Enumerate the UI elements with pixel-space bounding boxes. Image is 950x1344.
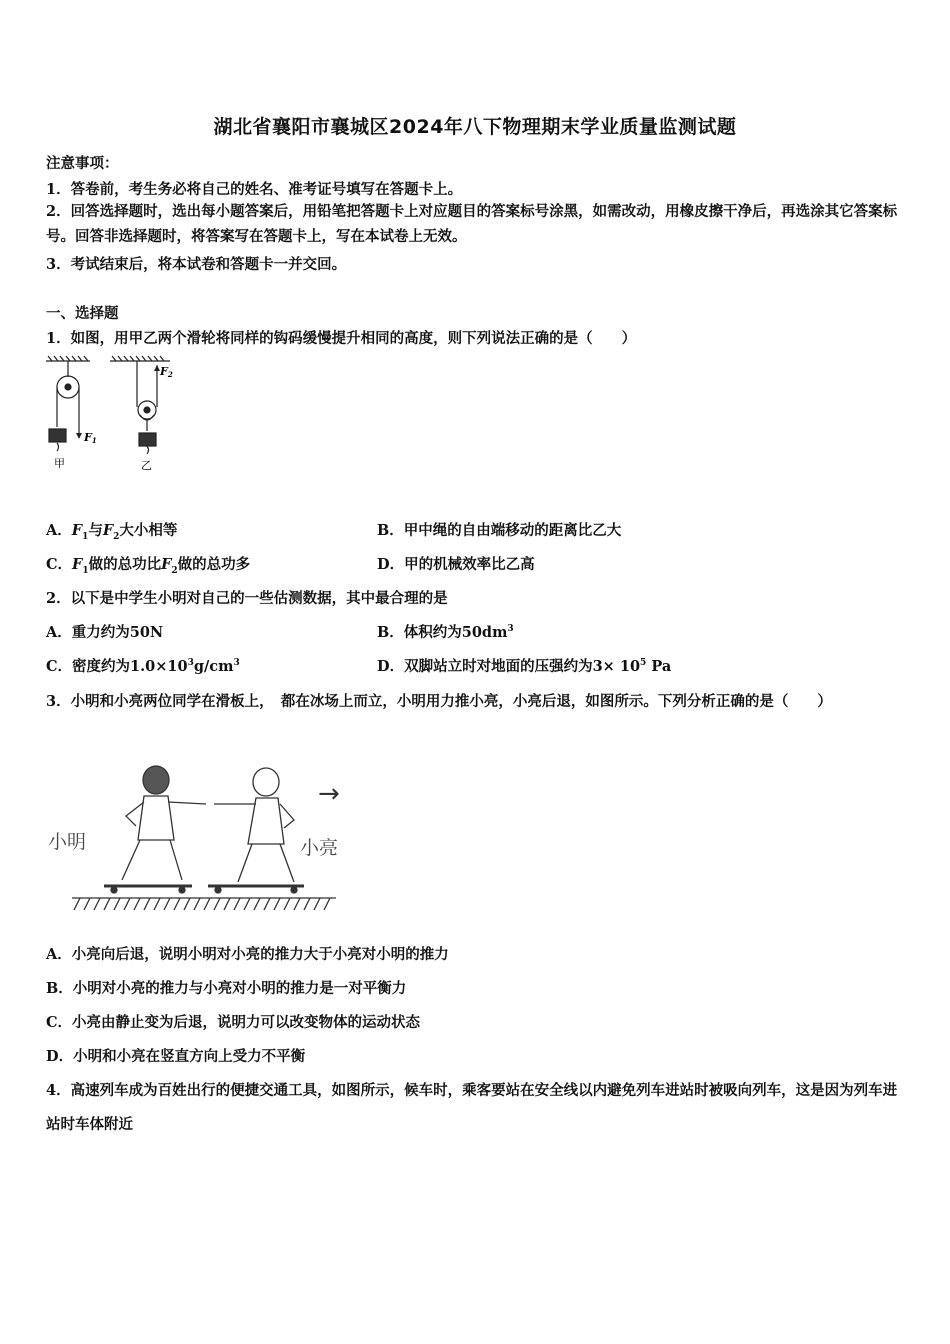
yi-label: 乙 (141, 459, 152, 472)
q2-option-c: C．密度约为$1.0\times 10^3g/cm^3$ (46, 658, 240, 675)
ground-drawing (72, 898, 336, 910)
xiaoliang-label: 小亮 (300, 837, 339, 859)
q2-option-d: D．双脚站立时对地面的压强约为$3\times 10^5$ Pa (377, 658, 672, 675)
pulley-figure (42, 355, 182, 475)
xiaoliang-drawing (208, 768, 304, 893)
section-heading: 一、选择题 (46, 305, 119, 322)
jia-label: 甲 (54, 457, 65, 470)
xiaoming-label: 小明 (48, 831, 87, 853)
f1-label: F1 (84, 431, 97, 445)
q2-stem: 2．以下是中学生小明对自己的一些估测数据，其中最合理的是 (46, 590, 448, 607)
q1-stem: 1．如图，用甲乙两个滑轮将同样的钩码缓慢提升相同的高度，则下列说法正确的是（ ） (46, 330, 637, 347)
arrow-right-icon: → (318, 779, 340, 809)
q3-option-c: C．小亮由静止变为后退，说明力可以改变物体的运动状态 (46, 1014, 421, 1031)
notice-item-1: 1．答卷前，考生务必将自己的姓名、准考证号填写在答题卡上。 (46, 181, 463, 198)
f2-label: F2 (160, 365, 173, 379)
q3-option-d: D．小明和小亮在竖直方向上受力不平衡 (46, 1048, 306, 1065)
q2-option-a: A．重力约为50N (46, 624, 164, 641)
q1-option-b: B．甲中绳的自由端移动的距离比乙大 (377, 522, 622, 539)
q1-option-c: C．$F_1$做的总功比$F_2$做的总功多 (46, 556, 251, 576)
q4-stem: 4．高速列车成为百姓出行的便捷交通工具，如图所示，候车时，乘客要站在安全线以内避免列车进站时被吸向列车，这是因为列车进站时车体附近 (46, 1082, 898, 1133)
q3-stem: 3．小明和小亮两位同学在滑板上， 都在冰场上而立，小明用力推小亮，小亮后退，如图所示。下列分析正确的是（ ） (46, 693, 832, 710)
q1-option-a: A．$F_1$与$F_2$大小相等 (46, 522, 178, 542)
q3-option-a: A．小亮向后退，说明小明对小亮的推力大于小亮对小明的推力 (46, 946, 449, 963)
notice-item-3: 3．考试结束后，将本试卷和答题卡一并交回。 (46, 256, 347, 273)
q1-option-d: D．甲的机械效率比乙高 (377, 556, 535, 573)
xiaoming-drawing (104, 766, 206, 893)
notice-heading: 注意事项： (46, 155, 119, 172)
page-title: 湖北省襄阳市襄城区2024年八下物理期末学业质量监测试题 (213, 116, 737, 138)
skateboard-figure (44, 758, 344, 918)
q3-option-b: B．小明对小亮的推力与小亮对小明的推力是一对平衡力 (46, 980, 407, 997)
notice-item-2: 2．回答选择题时，选出每小题答案后，用铅笔把答题卡上对应题目的答案标号涂黑，如需改动，用橡皮擦干净后，再选涂其它答案标号。回答非选择题时，将答案写在答题卡上，写在本试卷上无效。 (46, 203, 898, 245)
q2-option-b: B．体积约为$50dm^3$ (377, 624, 514, 641)
arrow-down-icon (76, 433, 82, 439)
